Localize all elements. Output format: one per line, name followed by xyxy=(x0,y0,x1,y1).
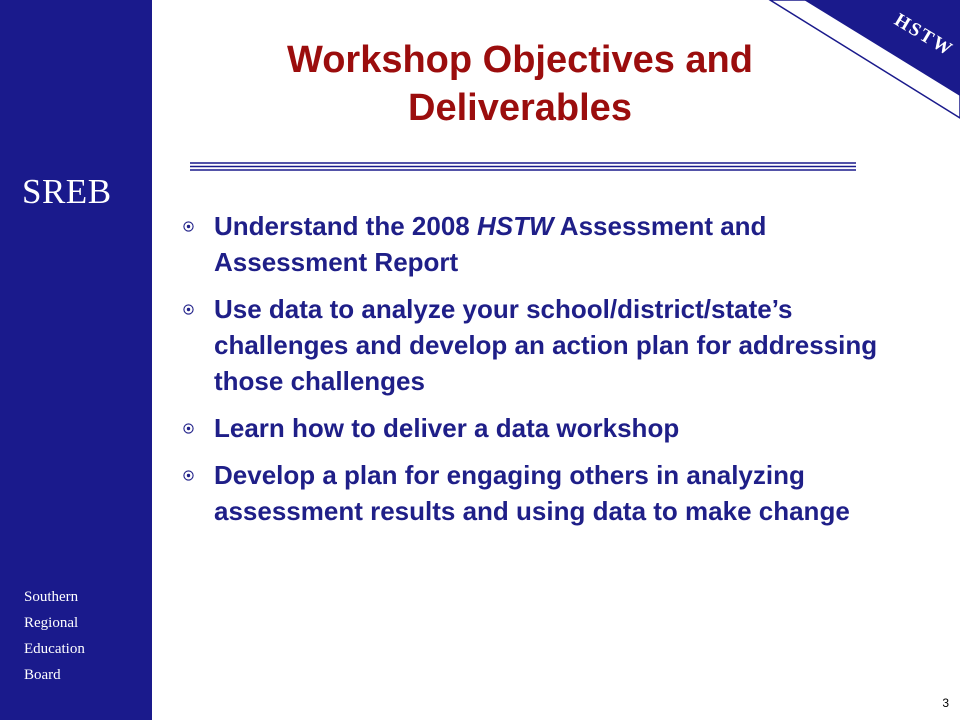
organization-name xyxy=(24,584,85,688)
bullet-icon xyxy=(183,470,194,481)
org-line-regional: Regional xyxy=(24,615,79,631)
objective-item xyxy=(183,457,903,529)
bullet-icon xyxy=(183,221,194,232)
hstw-corner-text: HSTW xyxy=(890,9,958,62)
objective-text: Develop a plan for engaging others in analyzing assessment results and using data to make change xyxy=(214,460,850,526)
objective-item xyxy=(183,208,903,280)
org-line-education: Education xyxy=(24,641,85,657)
title-divider xyxy=(190,162,856,172)
objective-text: Learn how to deliver a data workshop xyxy=(214,413,680,443)
objectives-list xyxy=(183,208,903,540)
objective-item xyxy=(183,410,903,446)
org-line-board: Board xyxy=(24,667,61,683)
hstw-italic: HSTW xyxy=(476,211,554,241)
objective-item xyxy=(183,291,903,399)
objective-text: Understand the 2008 HSTW Assessment and Assessment Report xyxy=(214,211,767,277)
sidebar-panel xyxy=(0,0,152,720)
title-line-1: Workshop Objectives and xyxy=(287,39,753,81)
sreb-logo: SREB xyxy=(22,172,112,211)
objective-text: Use data to analyze your school/district/state’s challenges and develop an action plan for addressing those challenges xyxy=(214,294,878,396)
bullet-icon xyxy=(183,304,194,315)
slide-title xyxy=(190,36,850,132)
title-line-2: Deliverables xyxy=(408,87,632,129)
page-number: 3 xyxy=(942,696,949,710)
bullet-icon xyxy=(183,423,194,434)
org-line-southern: Southern xyxy=(24,589,79,605)
